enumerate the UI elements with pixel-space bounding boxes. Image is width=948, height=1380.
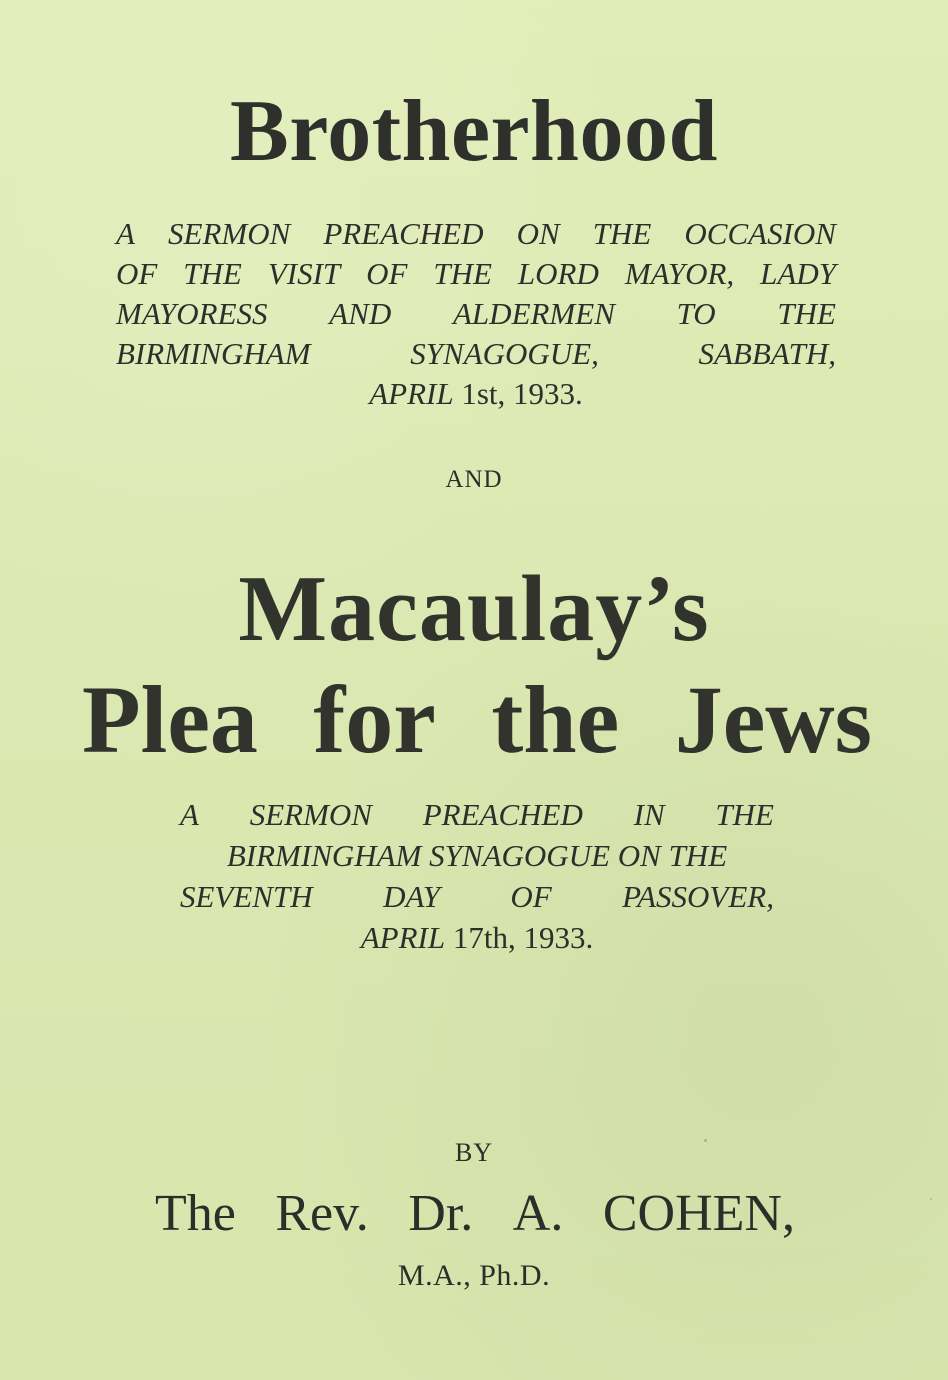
second-title-line-1: Macaulay’s (238, 557, 710, 661)
word: THE (433, 256, 492, 291)
author-name (155, 1185, 795, 1242)
second-sermon-description (180, 794, 774, 958)
first-sermon-line-1 (116, 214, 836, 254)
word: A (180, 797, 199, 832)
second-title-line-2 (82, 666, 872, 773)
word: Rev. (275, 1185, 369, 1242)
word: A (116, 216, 135, 251)
first-sermon-line-4 (116, 334, 836, 374)
date-day-year: 17th, 1933. (452, 920, 594, 955)
conjunction: AND (445, 466, 503, 493)
word: PREACHED (323, 216, 484, 251)
word: IN (633, 797, 665, 832)
first-sermon-line-3 (116, 294, 836, 334)
first-sermon-date (116, 374, 836, 414)
date-month: APRIL (369, 376, 454, 411)
word: THE (715, 797, 774, 832)
word: PASSOVER, (622, 879, 774, 914)
word: A. (512, 1185, 564, 1242)
word: SERMON (249, 797, 372, 832)
word: VISIT (267, 256, 341, 291)
word: THE (183, 256, 242, 291)
second-sermon-line-1 (180, 794, 774, 835)
paper-speck (704, 1139, 707, 1142)
main-title: Brotherhood (230, 83, 718, 180)
word: OF (116, 256, 158, 291)
word: Plea (82, 666, 258, 773)
word: MAYORESS (116, 296, 268, 331)
word: LADY (760, 256, 836, 291)
word: PREACHED (422, 797, 583, 832)
word: Jews (674, 666, 872, 773)
date-month: APRIL (360, 920, 446, 955)
word: COHEN, (602, 1185, 795, 1242)
date-day-year: 1st, 1933. (461, 376, 583, 411)
word: THE (777, 296, 836, 331)
word: TO (676, 296, 716, 331)
second-sermon-line-2 (180, 835, 774, 876)
word: AND (329, 296, 392, 331)
second-sermon-date (180, 917, 774, 958)
word: ALDERMEN (453, 296, 615, 331)
paper-speck (930, 1198, 932, 1200)
word: ON (516, 216, 560, 251)
word: LORD (517, 256, 599, 291)
line-text: BIRMINGHAM SYNAGOGUE ON THE (226, 838, 728, 873)
by-label: BY (454, 1138, 494, 1167)
word: SEVENTH (180, 879, 313, 914)
second-sermon-line-3 (180, 876, 774, 917)
word: OCCASION (684, 216, 836, 251)
word: Dr. (408, 1185, 474, 1242)
word: SYNAGOGUE, (410, 336, 599, 371)
word: for (313, 666, 436, 773)
author-degrees: M.A., Ph.D. (397, 1259, 551, 1292)
word: the (491, 666, 620, 773)
word: OF (366, 256, 408, 291)
word: DAY (383, 879, 440, 914)
first-sermon-description (116, 214, 836, 414)
word: SABBATH, (698, 336, 836, 371)
first-sermon-line-2 (116, 254, 836, 294)
word: BIRMINGHAM (116, 336, 311, 371)
word: OF (510, 879, 552, 914)
word: MAYOR, (624, 256, 735, 291)
word: SERMON (168, 216, 291, 251)
word: THE (592, 216, 652, 251)
word: The (155, 1185, 236, 1242)
